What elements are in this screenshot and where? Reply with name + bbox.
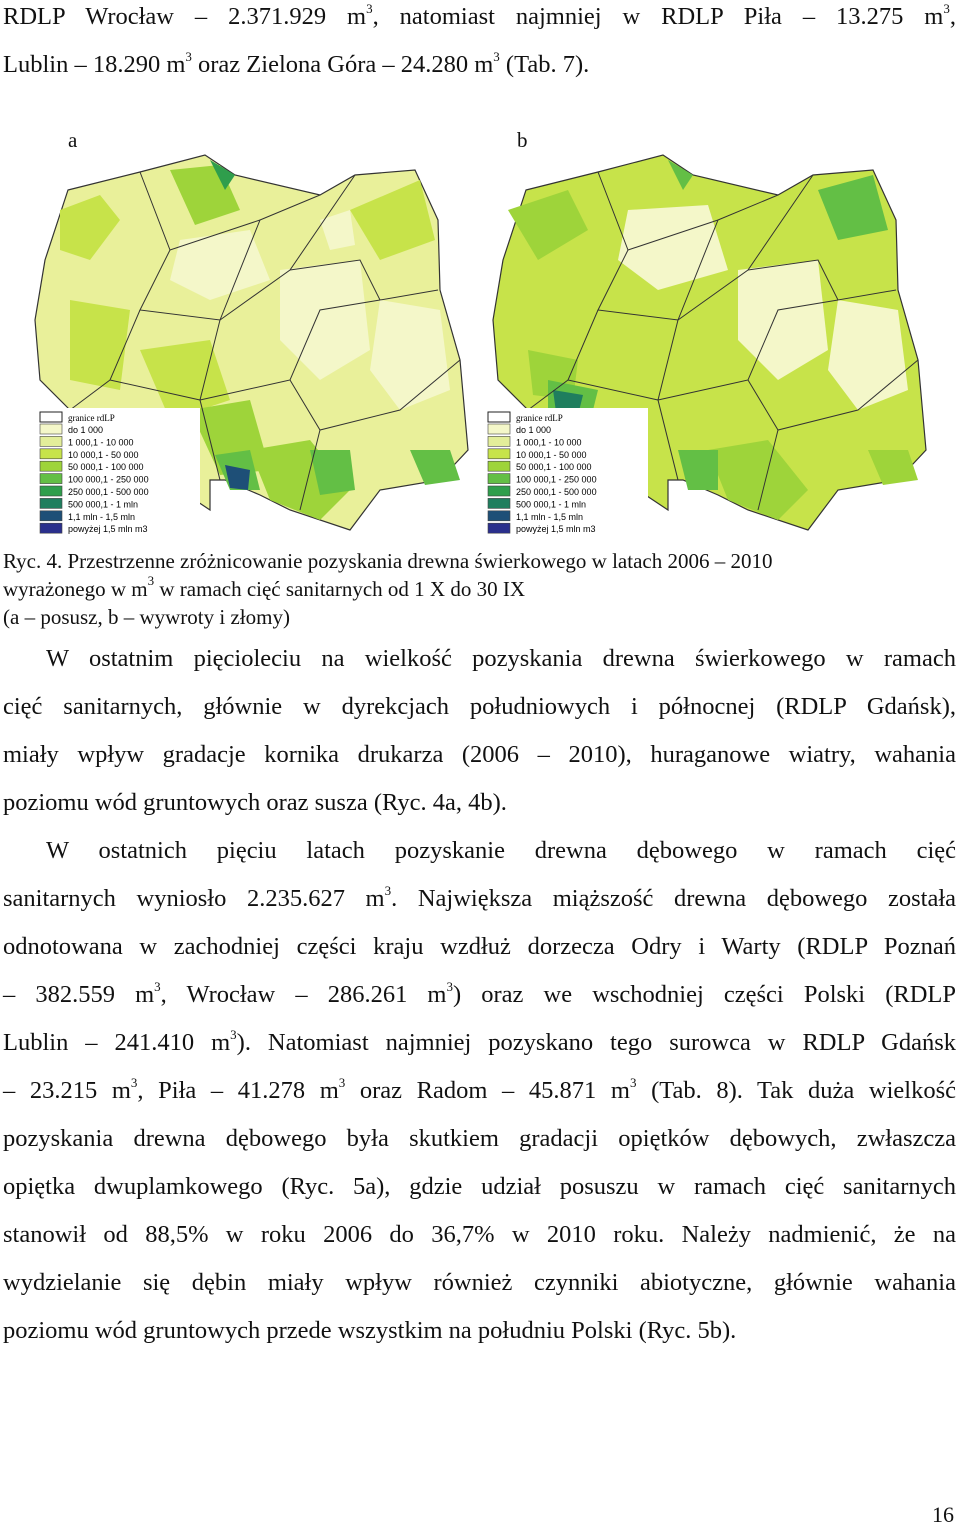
para2-line-5: Lublin – 241.410 $m^3$). Natomiast najmniej pozyskano tego surowca w RDLP Gdańsk: [3, 1027, 956, 1056]
legend-b: [486, 408, 648, 540]
para1-line-3: miały wpływ gradacje kornika drukarza (2006 – 2010), huraganowe wiatry, wahania: [3, 741, 956, 768]
para2-line-11: poziomu wód gruntowych przede wszystkim na południu Polski (Ryc. 5b).: [3, 1317, 737, 1344]
legend-swatch: [488, 449, 510, 459]
legend-swatch: [488, 474, 510, 484]
legend-label: 50 000,1 - 100 000: [68, 462, 144, 473]
legend-title-b: granice rdLP: [516, 413, 563, 423]
legend-label: 10 000,1 - 50 000: [68, 449, 139, 460]
legend-swatch: [40, 486, 62, 496]
legend-swatch: [488, 436, 510, 446]
panel-label-b: b: [517, 128, 528, 152]
para1-line-4: poziomu wód gruntowych oraz susza (Ryc. 4a, 4b).: [3, 789, 507, 816]
legend-swatch: [40, 424, 62, 434]
para2-line-8: opiętka dwuplamkowego (Ryc. 5a), gdzie udział posuszu w ramach cięć sanitarnych: [3, 1173, 956, 1200]
para2-line-1: W ostatnich pięciu latach pozyskanie drewna dębowego w ramach cięć: [46, 837, 956, 864]
legend-swatch: [40, 474, 62, 484]
intro-line-2: Lublin – 18.290 $m^3$ oraz Zielona Góra – 24.280 $m^3$ (Tab. 7).: [3, 49, 590, 78]
legend-label: 1 000,1 - 10 000: [516, 437, 582, 448]
legend-swatch: [488, 511, 510, 521]
legend-label: 1 000,1 - 10 000: [68, 437, 134, 448]
legend-label: do 1 000: [516, 425, 552, 435]
legend-swatch: [40, 498, 62, 508]
legend-swatch: [488, 461, 510, 471]
legend-swatch: [488, 498, 510, 508]
para2-line-9: stanowił od 88,5% w roku 2006 do 36,7% w 2010 roku. Należy nadmienić, że na: [3, 1221, 956, 1248]
para1-line-2: cięć sanitarnych, głównie w dyrekcjach południowych i północnej (RDLP Gdańsk),: [3, 693, 956, 720]
legend-swatch: [488, 523, 510, 533]
para1-line-1: W ostatnim pięcioleciu na wielkość pozyskania drewna świerkowego w ramach: [46, 645, 956, 672]
legend-label: 250 000,1 - 500 000: [68, 487, 149, 497]
map-b: [478, 150, 928, 545]
legend-label: 100 000,1 - 250 000: [516, 474, 597, 485]
para2-line-10: wydzielanie się dębin miały wpływ również czynniki abiotyczne, głównie wahania: [3, 1269, 956, 1296]
page-number: 16: [932, 1502, 954, 1527]
figure-caption-line-3: (a – posusz, b – wywroty i złomy): [3, 605, 290, 629]
figure-caption-line-1: Ryc. 4. Przestrzenne zróżnicowanie pozyskania drewna świerkowego w latach 2006 – 2010: [3, 549, 773, 573]
para2-line-4: – 382.559 $m^3$, Wrocław – 286.261 $m^3$) oraz we wschodniej części Polski (RDLP: [3, 979, 957, 1008]
legend-title-a: granice rdLP: [68, 413, 115, 423]
legend-label: 500 000,1 - 1 mln: [68, 499, 139, 510]
para2-line-3: odnotowana w zachodniej części kraju wzdłuż dorzecza Odry i Warty (RDLP Poznań: [3, 933, 956, 960]
legend-swatch: [488, 424, 510, 434]
legend-label: 50 000,1 - 100 000: [516, 462, 592, 473]
para2-line-6: – 23.215 $m^3$, Piła – 41.278 $m^3$ oraz Radom – 45.871 $m^3$ (Tab. 8). Tak duża wielkość: [3, 1075, 956, 1104]
legend-label: 500 000,1 - 1 mln: [516, 499, 587, 510]
legend-swatch: [488, 486, 510, 496]
legend-swatch: [40, 511, 62, 521]
legend-label: 1,1 mln - 1,5 mln: [516, 511, 584, 522]
legend-label: 100 000,1 - 250 000: [68, 474, 149, 485]
panel-label-a: a: [68, 128, 78, 152]
legend-label: powyżej 1,5 mln m3: [516, 524, 596, 535]
legend-label: 250 000,1 - 500 000: [516, 487, 597, 497]
legend-a: [38, 408, 200, 540]
map-a: [20, 150, 470, 545]
para2-line-7: pozyskania drewna dębowego była skutkiem gradacji opiętków dębowych, zwłaszcza: [3, 1125, 956, 1152]
legend-swatch: [40, 523, 62, 533]
legend-label: 10 000,1 - 50 000: [516, 449, 587, 460]
legend-label: powyżej 1,5 mln m3: [68, 524, 148, 535]
intro-line-1: RDLP Wrocław – 2.371.929 $m^3$, natomiast najmniej w RDLP Piła – 13.275 $m^3$,: [3, 1, 956, 30]
legend-swatch: [40, 449, 62, 459]
legend-swatch: [40, 461, 62, 471]
legend-label: 1,1 mln - 1,5 mln: [68, 511, 136, 522]
figure-caption-line-2: wyrażonego w $m^3$ w ramach cięć sanitarnych od 1 X do 30 IX: [3, 573, 525, 601]
para2-line-2: sanitarnych wyniosło 2.235.627 $m^3$. Największa miąższość drewna dębowego została: [3, 883, 957, 912]
legend-label: do 1 000: [68, 425, 104, 435]
legend-swatch: [40, 436, 62, 446]
